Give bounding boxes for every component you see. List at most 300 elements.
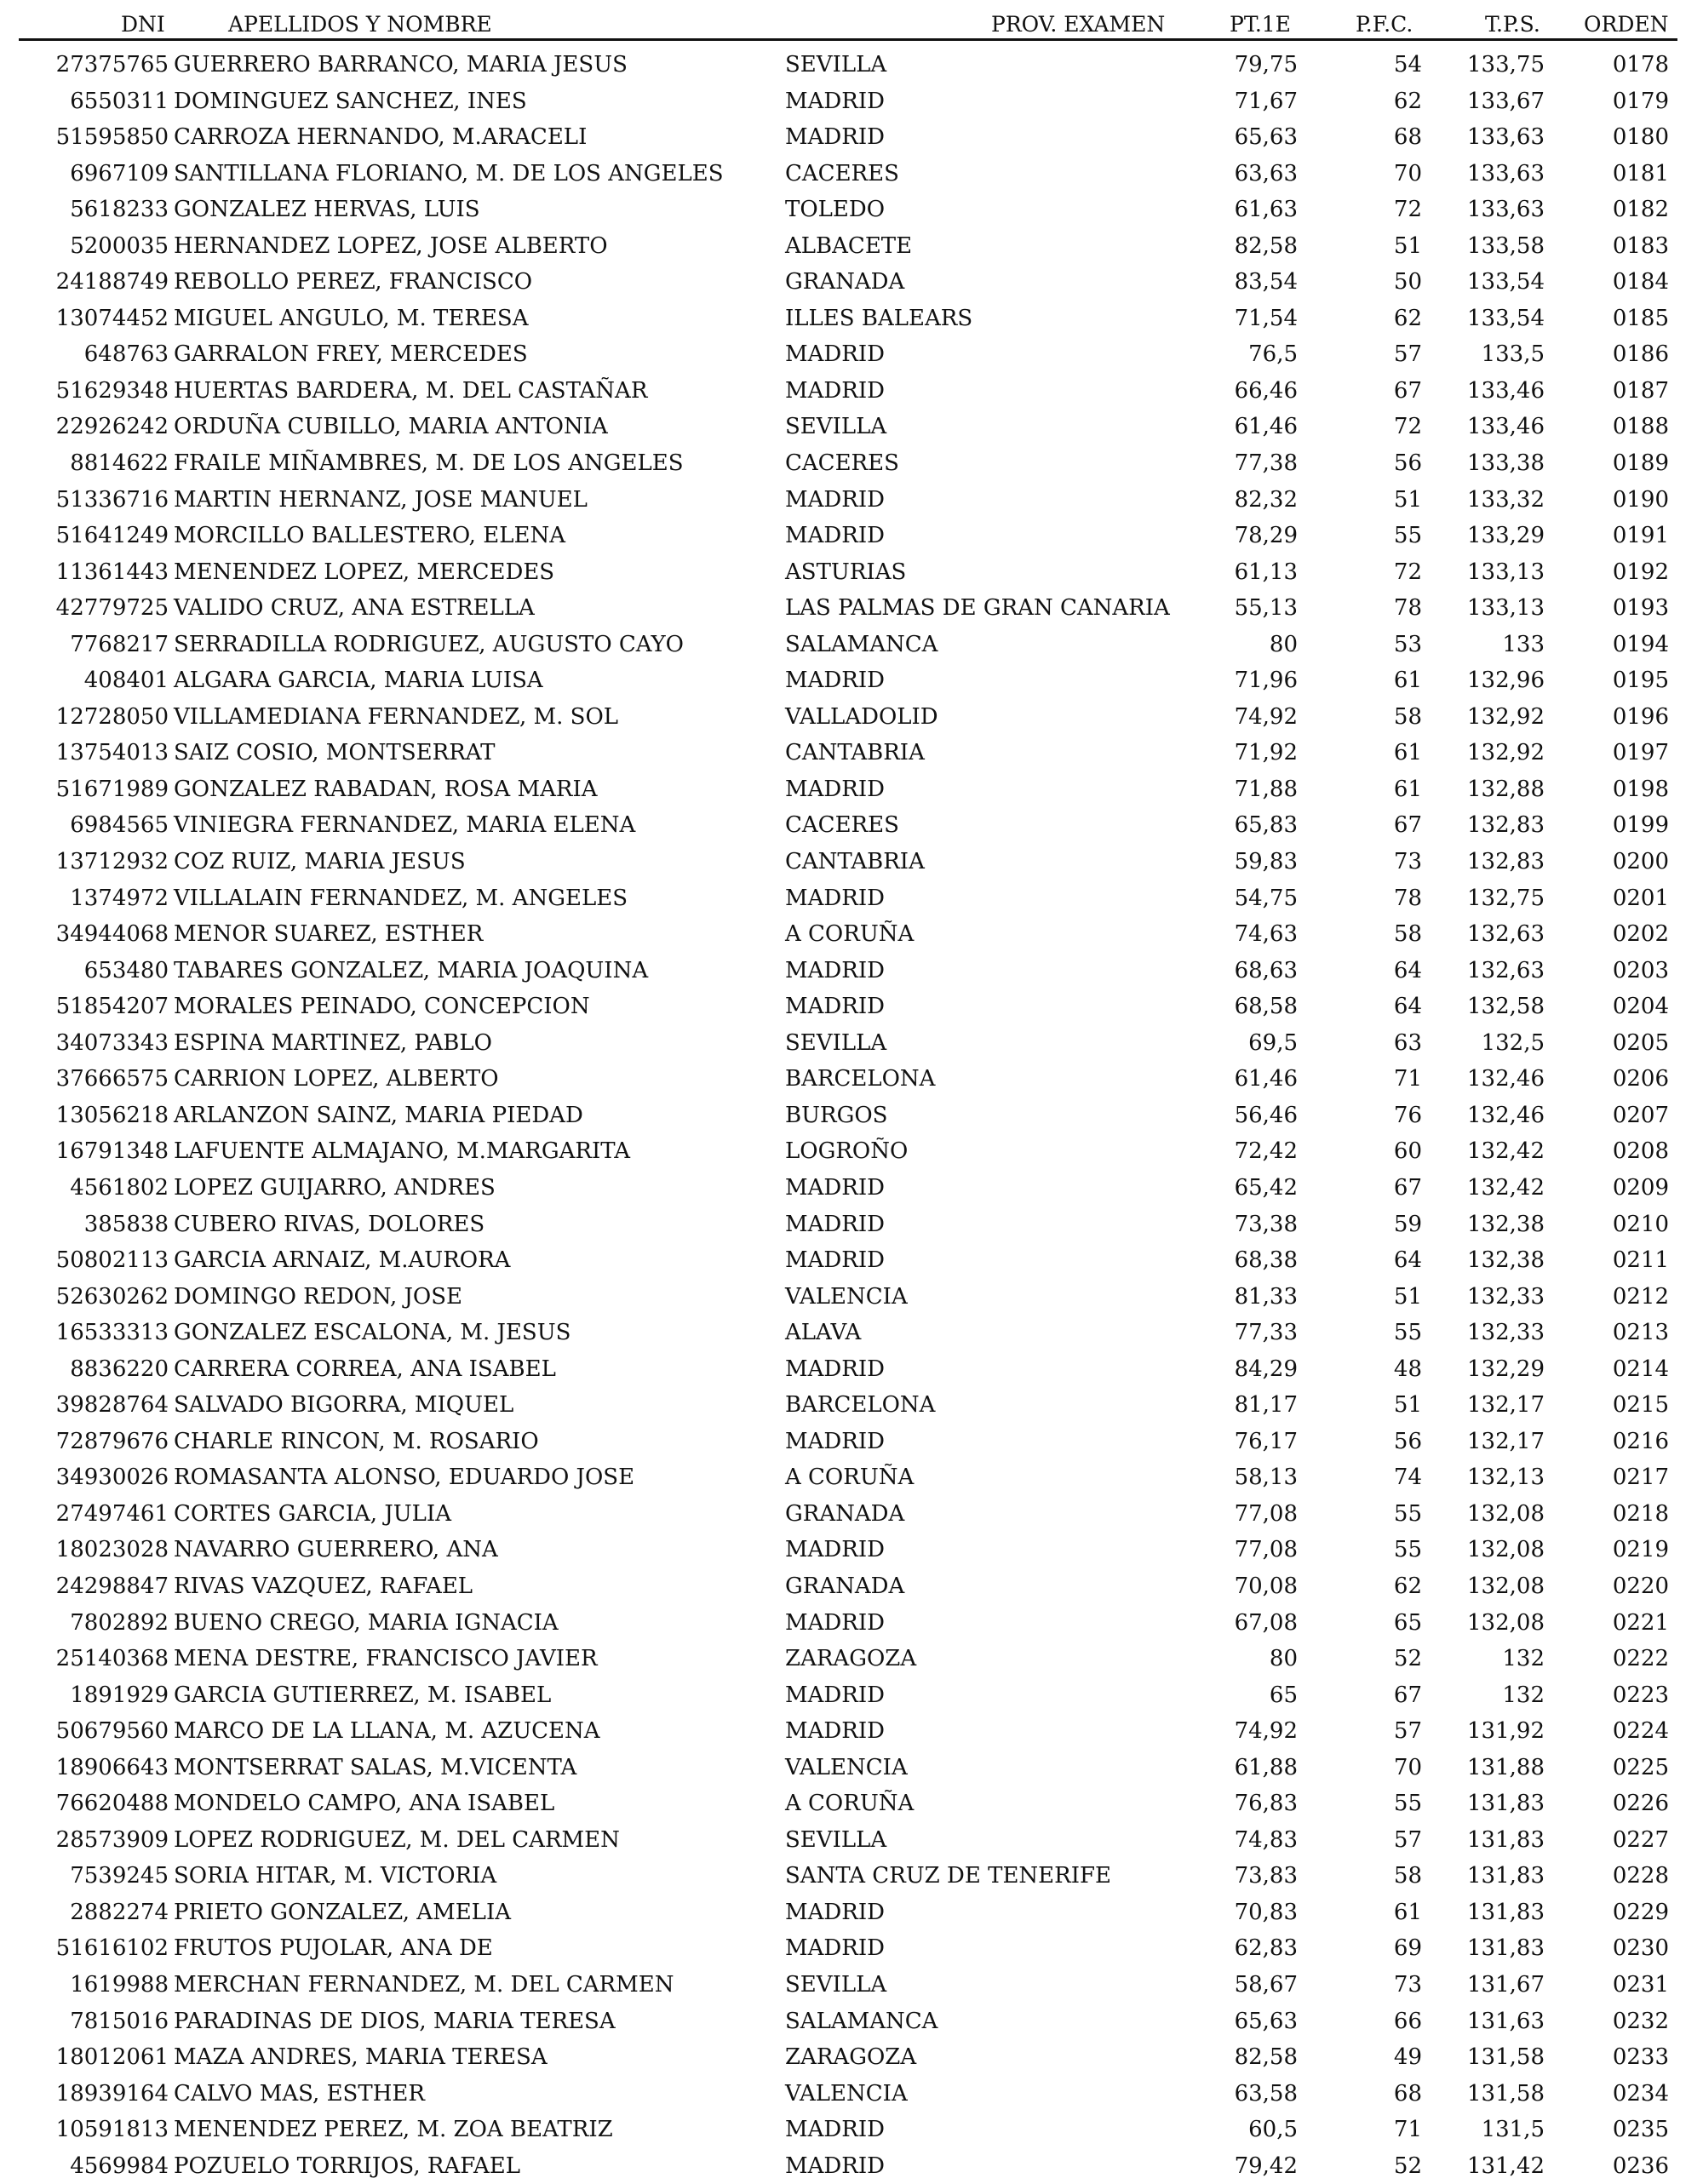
table-row <box>0 953 1703 989</box>
cell-dni: 6967109 <box>70 160 169 186</box>
cell-pfc: 62 <box>1393 305 1422 331</box>
cell-pfc: 64 <box>1393 994 1422 1020</box>
cell-tps: 133,54 <box>1467 305 1545 331</box>
cell-tps: 133,63 <box>1467 124 1545 151</box>
table-row <box>0 2148 1703 2184</box>
cell-pt1e: 70,83 <box>1234 1899 1298 1925</box>
cell-dni: 408401 <box>83 668 169 694</box>
cell-prov-examen: MADRID <box>785 88 885 114</box>
cell-tps: 131,42 <box>1467 2152 1545 2179</box>
table-row <box>0 1967 1703 2003</box>
cell-orden: 0179 <box>1612 88 1669 114</box>
cell-name: RIVAS VAZQUEZ, RAFAEL <box>174 1573 473 1599</box>
cell-orden: 0210 <box>1612 1211 1669 1237</box>
cell-pt1e: 76,17 <box>1234 1428 1298 1454</box>
cell-pt1e: 69,5 <box>1248 1029 1298 1056</box>
cell-name: VALIDO CRUZ, ANA ESTRELLA <box>174 595 535 622</box>
table-row <box>0 1532 1703 1568</box>
cell-pfc: 73 <box>1393 849 1422 875</box>
cell-pfc: 72 <box>1393 559 1422 585</box>
cell-orden: 0223 <box>1612 1682 1669 1708</box>
table-row <box>0 409 1703 445</box>
cell-orden: 0180 <box>1612 124 1669 151</box>
cell-tps: 132,42 <box>1467 1174 1545 1201</box>
cell-pfc: 66 <box>1393 2008 1422 2034</box>
cell-prov-examen: A CORUÑA <box>785 1465 915 1491</box>
cell-prov-examen: MADRID <box>785 2152 885 2179</box>
table-row <box>0 1098 1703 1134</box>
table-row <box>0 771 1703 808</box>
cell-prov-examen: MADRID <box>785 957 885 983</box>
cell-pt1e: 74,92 <box>1234 703 1298 730</box>
cell-tps: 132 <box>1502 1682 1545 1708</box>
cell-name: COZ RUIZ, MARIA JESUS <box>174 849 466 875</box>
cell-orden: 0189 <box>1612 450 1669 477</box>
cell-orden: 0226 <box>1612 1791 1669 1817</box>
cell-pt1e: 63,58 <box>1234 2080 1298 2107</box>
table-row <box>0 1025 1703 1062</box>
cell-orden: 0187 <box>1612 377 1669 404</box>
cell-name: SALVADO BIGORRA, MIQUEL <box>174 1392 514 1419</box>
cell-tps: 133,54 <box>1467 269 1545 295</box>
cell-name: GARCIA ARNAIZ, M.AURORA <box>174 1247 511 1274</box>
cell-tps: 132,92 <box>1467 740 1545 766</box>
cell-dni: 27497461 <box>55 1500 169 1527</box>
cell-pt1e: 80 <box>1269 631 1298 657</box>
cell-pt1e: 68,63 <box>1234 957 1298 983</box>
table-row <box>0 1170 1703 1207</box>
cell-prov-examen: BARCELONA <box>785 1066 936 1092</box>
table-row <box>0 662 1703 699</box>
cell-dni: 28573909 <box>55 1826 169 1853</box>
cell-orden: 0233 <box>1612 2044 1669 2071</box>
cell-pt1e: 84,29 <box>1234 1356 1298 1382</box>
cell-pfc: 67 <box>1393 812 1422 839</box>
table-row <box>0 47 1703 83</box>
cell-dni: 39828764 <box>55 1392 169 1419</box>
cell-dni: 7815016 <box>70 2008 169 2034</box>
cell-name: ORDUÑA CUBILLO, MARIA ANTONIA <box>174 414 608 440</box>
cell-pt1e: 55,13 <box>1234 595 1298 622</box>
cell-pt1e: 79,42 <box>1234 2152 1298 2179</box>
cell-prov-examen: SEVILLA <box>785 414 887 440</box>
cell-pfc: 60 <box>1393 1138 1422 1165</box>
cell-prov-examen: BURGOS <box>785 1102 888 1128</box>
table-row <box>0 518 1703 554</box>
cell-prov-examen: GRANADA <box>785 1573 905 1599</box>
table-body <box>0 47 1703 2184</box>
cell-dni: 51641249 <box>55 523 169 549</box>
cell-dni: 42779725 <box>55 595 169 622</box>
table-row <box>0 264 1703 301</box>
table-row <box>0 1930 1703 1967</box>
cell-name: HUERTAS BARDERA, M. DEL CASTAÑAR <box>174 377 648 404</box>
cell-pt1e: 54,75 <box>1234 885 1298 911</box>
cell-name: SAIZ COSIO, MONTSERRAT <box>174 740 496 766</box>
table-row <box>0 916 1703 953</box>
cell-name: GONZALEZ RABADAN, ROSA MARIA <box>174 776 598 802</box>
cell-pfc: 65 <box>1393 1609 1422 1636</box>
table-row <box>0 336 1703 373</box>
table-row <box>0 1133 1703 1170</box>
cell-prov-examen: ZARAGOZA <box>785 2044 917 2071</box>
cell-orden: 0207 <box>1612 1102 1669 1128</box>
cell-name: VILLALAIN FERNANDEZ, M. ANGELES <box>174 885 628 911</box>
cell-pt1e: 76,5 <box>1248 341 1298 368</box>
table-row <box>0 119 1703 156</box>
cell-dni: 24188749 <box>55 269 169 295</box>
cell-pfc: 58 <box>1393 921 1422 948</box>
cell-tps: 132,5 <box>1481 1029 1545 1056</box>
cell-dni: 7539245 <box>70 1863 169 1889</box>
cell-prov-examen: MADRID <box>785 1537 885 1563</box>
cell-dni: 13074452 <box>55 305 169 331</box>
cell-prov-examen: GRANADA <box>785 269 905 295</box>
cell-name: CORTES GARCIA, JULIA <box>174 1500 451 1527</box>
cell-prov-examen: SANTA CRUZ DE TENERIFE <box>785 1863 1112 1889</box>
cell-orden: 0201 <box>1612 885 1669 911</box>
cell-pt1e: 83,54 <box>1234 269 1298 295</box>
cell-pt1e: 61,63 <box>1234 197 1298 223</box>
cell-prov-examen: GRANADA <box>785 1500 905 1527</box>
cell-tps: 132,33 <box>1467 1320 1545 1346</box>
cell-dni: 10591813 <box>55 2117 169 2143</box>
cell-tps: 133,32 <box>1467 486 1545 513</box>
cell-name: LAFUENTE ALMAJANO, M.MARGARITA <box>174 1138 630 1165</box>
cell-pt1e: 67,08 <box>1234 1609 1298 1636</box>
header-prov-examen: PROV. EXAMEN <box>991 12 1166 37</box>
cell-pfc: 57 <box>1393 1826 1422 1853</box>
cell-tps: 131,67 <box>1467 1971 1545 1998</box>
cell-prov-examen: VALLADOLID <box>785 703 938 730</box>
table-row <box>0 373 1703 410</box>
cell-pt1e: 58,13 <box>1234 1465 1298 1491</box>
cell-orden: 0194 <box>1612 631 1669 657</box>
table-row <box>0 1061 1703 1098</box>
cell-name: HERNANDEZ LOPEZ, JOSE ALBERTO <box>174 232 608 259</box>
cell-dni: 7802892 <box>70 1609 169 1636</box>
cell-orden: 0216 <box>1612 1428 1669 1454</box>
cell-name: VINIEGRA FERNANDEZ, MARIA ELENA <box>174 812 636 839</box>
table-row <box>0 83 1703 120</box>
cell-name: FRUTOS PUJOLAR, ANA DE <box>174 1935 493 1962</box>
cell-pfc: 55 <box>1393 1500 1422 1527</box>
cell-pfc: 67 <box>1393 377 1422 404</box>
cell-dni: 24298847 <box>55 1573 169 1599</box>
cell-name: SERRADILLA RODRIGUEZ, AUGUSTO CAYO <box>174 631 684 657</box>
cell-pfc: 51 <box>1393 1392 1422 1419</box>
table-row <box>0 1315 1703 1351</box>
cell-name: POZUELO TORRIJOS, RAFAEL <box>174 2152 520 2179</box>
cell-pt1e: 82,58 <box>1234 232 1298 259</box>
cell-orden: 0193 <box>1612 595 1669 622</box>
cell-pt1e: 63,63 <box>1234 160 1298 186</box>
cell-tps: 132,58 <box>1467 994 1545 1020</box>
cell-dni: 18906643 <box>55 1754 169 1780</box>
cell-prov-examen: TOLEDO <box>785 197 886 223</box>
header-pfc: P.F.C. <box>1356 12 1413 37</box>
cell-prov-examen: CACERES <box>785 450 899 477</box>
cell-prov-examen: MADRID <box>785 523 885 549</box>
cell-pfc: 54 <box>1393 52 1422 77</box>
cell-name: MENA DESTRE, FRANCISCO JAVIER <box>174 1646 598 1672</box>
cell-dni: 16533313 <box>55 1320 169 1346</box>
cell-dni: 50802113 <box>55 1247 169 1274</box>
table-row <box>0 699 1703 736</box>
cell-prov-examen: MADRID <box>785 1174 885 1201</box>
cell-dni: 4569984 <box>70 2152 169 2179</box>
cell-pt1e: 71,54 <box>1234 305 1298 331</box>
table-row <box>0 880 1703 917</box>
cell-name: VILLAMEDIANA FERNANDEZ, M. SOL <box>174 703 619 730</box>
cell-orden: 0196 <box>1612 703 1669 730</box>
cell-prov-examen: MADRID <box>785 377 885 404</box>
cell-pfc: 55 <box>1393 1791 1422 1817</box>
cell-prov-examen: SEVILLA <box>785 1826 887 1853</box>
cell-name: MORALES PEINADO, CONCEPCION <box>174 994 590 1020</box>
cell-dni: 18023028 <box>55 1537 169 1563</box>
cell-pt1e: 56,46 <box>1234 1102 1298 1128</box>
cell-prov-examen: MADRID <box>785 1428 885 1454</box>
cell-pfc: 62 <box>1393 88 1422 114</box>
cell-tps: 133,63 <box>1467 160 1545 186</box>
cell-orden: 0208 <box>1612 1138 1669 1165</box>
cell-dni: 4561802 <box>70 1174 169 1201</box>
cell-pt1e: 65 <box>1269 1682 1298 1708</box>
cell-name: DOMINGUEZ SANCHEZ, INES <box>174 88 527 114</box>
cell-dni: 72879676 <box>55 1428 169 1454</box>
cell-dni: 6550311 <box>70 88 169 114</box>
cell-prov-examen: LOGROÑO <box>785 1138 909 1165</box>
cell-name: LOPEZ RODRIGUEZ, M. DEL CARMEN <box>174 1826 620 1853</box>
cell-prov-examen: ASTURIAS <box>785 559 907 585</box>
cell-pfc: 72 <box>1393 414 1422 440</box>
cell-dni: 18012061 <box>55 2044 169 2071</box>
cell-dni: 18939164 <box>55 2080 169 2107</box>
cell-pfc: 58 <box>1393 703 1422 730</box>
cell-prov-examen: MADRID <box>785 994 885 1020</box>
cell-prov-examen: MADRID <box>785 885 885 911</box>
cell-pfc: 51 <box>1393 232 1422 259</box>
cell-orden: 0200 <box>1612 849 1669 875</box>
cell-pt1e: 65,63 <box>1234 124 1298 151</box>
table-row <box>0 2003 1703 2040</box>
cell-pt1e: 71,92 <box>1234 740 1298 766</box>
table-row <box>0 1677 1703 1714</box>
cell-pfc: 62 <box>1393 1573 1422 1599</box>
cell-orden: 0197 <box>1612 740 1669 766</box>
cell-pt1e: 71,67 <box>1234 88 1298 114</box>
cell-orden: 0215 <box>1612 1392 1669 1419</box>
cell-tps: 132,33 <box>1467 1283 1545 1310</box>
cell-name: TABARES GONZALEZ, MARIA JOAQUINA <box>174 957 649 983</box>
cell-dni: 8836220 <box>70 1356 169 1382</box>
cell-orden: 0178 <box>1612 52 1669 77</box>
cell-pfc: 59 <box>1393 1211 1422 1237</box>
cell-orden: 0214 <box>1612 1356 1669 1382</box>
cell-name: PARADINAS DE DIOS, MARIA TERESA <box>174 2008 616 2034</box>
cell-tps: 132,17 <box>1467 1392 1545 1419</box>
cell-tps: 132,83 <box>1467 812 1545 839</box>
cell-pt1e: 74,92 <box>1234 1718 1298 1745</box>
cell-dni: 76620488 <box>55 1791 169 1817</box>
cell-name: LOPEZ GUIJARRO, ANDRES <box>174 1174 496 1201</box>
cell-pt1e: 68,58 <box>1234 994 1298 1020</box>
cell-orden: 0191 <box>1612 523 1669 549</box>
table-row <box>0 1387 1703 1424</box>
cell-pt1e: 71,96 <box>1234 668 1298 694</box>
cell-orden: 0181 <box>1612 160 1669 186</box>
cell-prov-examen: SALAMANCA <box>785 2008 938 2034</box>
cell-dni: 51629348 <box>55 377 169 404</box>
cell-prov-examen: MADRID <box>785 1682 885 1708</box>
cell-pfc: 52 <box>1393 1646 1422 1672</box>
table-row <box>0 301 1703 337</box>
cell-orden: 0203 <box>1612 957 1669 983</box>
cell-orden: 0228 <box>1612 1863 1669 1889</box>
cell-prov-examen: ALAVA <box>785 1320 862 1346</box>
cell-pt1e: 80 <box>1269 1646 1298 1672</box>
cell-dni: 16791348 <box>55 1138 169 1165</box>
cell-tps: 133,46 <box>1467 377 1545 404</box>
cell-pfc: 69 <box>1393 1935 1422 1962</box>
cell-pt1e: 82,32 <box>1234 486 1298 513</box>
table-row <box>0 445 1703 482</box>
cell-dni: 1374972 <box>70 885 169 911</box>
cell-tps: 132,63 <box>1467 921 1545 948</box>
cell-prov-examen: MADRID <box>785 1211 885 1237</box>
cell-dni: 51854207 <box>55 994 169 1020</box>
cell-name: PRIETO GONZALEZ, AMELIA <box>174 1899 511 1925</box>
cell-tps: 132,46 <box>1467 1102 1545 1128</box>
cell-name: NAVARRO GUERRERO, ANA <box>174 1537 498 1563</box>
cell-orden: 0183 <box>1612 232 1669 259</box>
cell-pfc: 71 <box>1393 2117 1422 2143</box>
cell-pt1e: 60,5 <box>1248 2117 1298 2143</box>
cell-pfc: 55 <box>1393 523 1422 549</box>
table-row <box>0 844 1703 880</box>
cell-prov-examen: MADRID <box>785 1356 885 1382</box>
cell-prov-examen: CANTABRIA <box>785 849 925 875</box>
cell-tps: 132,08 <box>1467 1609 1545 1636</box>
cell-tps: 133,13 <box>1467 595 1545 622</box>
cell-dni: 7768217 <box>70 631 169 657</box>
header-tps: T.P.S. <box>1485 12 1540 37</box>
cell-orden: 0192 <box>1612 559 1669 585</box>
cell-orden: 0232 <box>1612 2008 1669 2034</box>
cell-pfc: 53 <box>1393 631 1422 657</box>
cell-tps: 132,88 <box>1467 776 1545 802</box>
table-row <box>0 2112 1703 2148</box>
cell-tps: 131,83 <box>1467 1935 1545 1962</box>
cell-tps: 131,88 <box>1467 1754 1545 1780</box>
table-row <box>0 735 1703 771</box>
table-header <box>0 10 1703 39</box>
cell-orden: 0211 <box>1612 1247 1669 1274</box>
cell-dni: 51616102 <box>55 1935 169 1962</box>
cell-pt1e: 73,83 <box>1234 1863 1298 1889</box>
cell-pfc: 68 <box>1393 2080 1422 2107</box>
cell-tps: 132,08 <box>1467 1500 1545 1527</box>
cell-orden: 0229 <box>1612 1899 1669 1925</box>
cell-pt1e: 82,58 <box>1234 2044 1298 2071</box>
cell-tps: 132,29 <box>1467 1356 1545 1382</box>
cell-pt1e: 70,08 <box>1234 1573 1298 1599</box>
cell-dni: 1619988 <box>70 1971 169 1998</box>
table-row <box>0 1641 1703 1677</box>
cell-orden: 0231 <box>1612 1971 1669 1998</box>
cell-name: MARCO DE LA LLANA, M. AZUCENA <box>174 1718 600 1745</box>
cell-pfc: 76 <box>1393 1102 1422 1128</box>
cell-pfc: 55 <box>1393 1537 1422 1563</box>
cell-prov-examen: CACERES <box>785 160 899 186</box>
cell-prov-examen: MADRID <box>785 1718 885 1745</box>
cell-name: CALVO MAS, ESTHER <box>174 2080 425 2107</box>
cell-tps: 132,63 <box>1467 957 1545 983</box>
cell-tps: 131,58 <box>1467 2044 1545 2071</box>
cell-tps: 132,83 <box>1467 849 1545 875</box>
table-row <box>0 1786 1703 1822</box>
cell-dni: 13056218 <box>55 1102 169 1128</box>
header-orden: ORDEN <box>1584 12 1669 37</box>
cell-tps: 131,92 <box>1467 1718 1545 1745</box>
cell-prov-examen: BARCELONA <box>785 1392 936 1419</box>
cell-name: MIGUEL ANGULO, M. TERESA <box>174 305 529 331</box>
cell-pfc: 56 <box>1393 1428 1422 1454</box>
cell-prov-examen: SEVILLA <box>785 52 887 77</box>
cell-dni: 653480 <box>83 957 169 983</box>
cell-dni: 5618233 <box>70 197 169 223</box>
cell-orden: 0222 <box>1612 1646 1669 1672</box>
cell-prov-examen: LAS PALMAS DE GRAN CANARIA <box>785 595 1170 622</box>
cell-pt1e: 76,83 <box>1234 1791 1298 1817</box>
cell-dni: 12728050 <box>55 703 169 730</box>
header-name: APELLIDOS Y NOMBRE <box>228 12 492 37</box>
cell-tps: 131,63 <box>1467 2008 1545 2034</box>
cell-orden: 0206 <box>1612 1066 1669 1092</box>
cell-pt1e: 61,46 <box>1234 414 1298 440</box>
cell-tps: 132,42 <box>1467 1138 1545 1165</box>
table-row <box>0 1496 1703 1533</box>
cell-dni: 52630262 <box>55 1283 169 1310</box>
cell-pt1e: 79,75 <box>1234 52 1298 77</box>
cell-dni: 51671989 <box>55 776 169 802</box>
cell-dni: 11361443 <box>55 559 169 585</box>
cell-name: MONDELO CAMPO, ANA ISABEL <box>174 1791 555 1817</box>
cell-tps: 132,96 <box>1467 668 1545 694</box>
cell-pfc: 50 <box>1393 269 1422 295</box>
cell-pt1e: 77,08 <box>1234 1500 1298 1527</box>
cell-pt1e: 73,38 <box>1234 1211 1298 1237</box>
cell-name: BUENO CREGO, MARIA IGNACIA <box>174 1609 559 1636</box>
cell-name: REBOLLO PEREZ, FRANCISCO <box>174 269 533 295</box>
cell-pt1e: 59,83 <box>1234 849 1298 875</box>
cell-pfc: 51 <box>1393 1283 1422 1310</box>
cell-prov-examen: MADRID <box>785 124 885 151</box>
table-row <box>0 1605 1703 1642</box>
cell-orden: 0234 <box>1612 2080 1669 2107</box>
cell-pfc: 48 <box>1393 1356 1422 1382</box>
cell-name: DOMINGO REDON, JOSE <box>174 1283 463 1310</box>
cell-tps: 131,83 <box>1467 1899 1545 1925</box>
table-row <box>0 554 1703 591</box>
cell-pfc: 73 <box>1393 1971 1422 1998</box>
cell-dni: 37666575 <box>55 1066 169 1092</box>
cell-name: MARTIN HERNANZ, JOSE MANUEL <box>174 486 588 513</box>
cell-orden: 0186 <box>1612 341 1669 368</box>
cell-pt1e: 61,13 <box>1234 559 1298 585</box>
cell-pt1e: 66,46 <box>1234 377 1298 404</box>
